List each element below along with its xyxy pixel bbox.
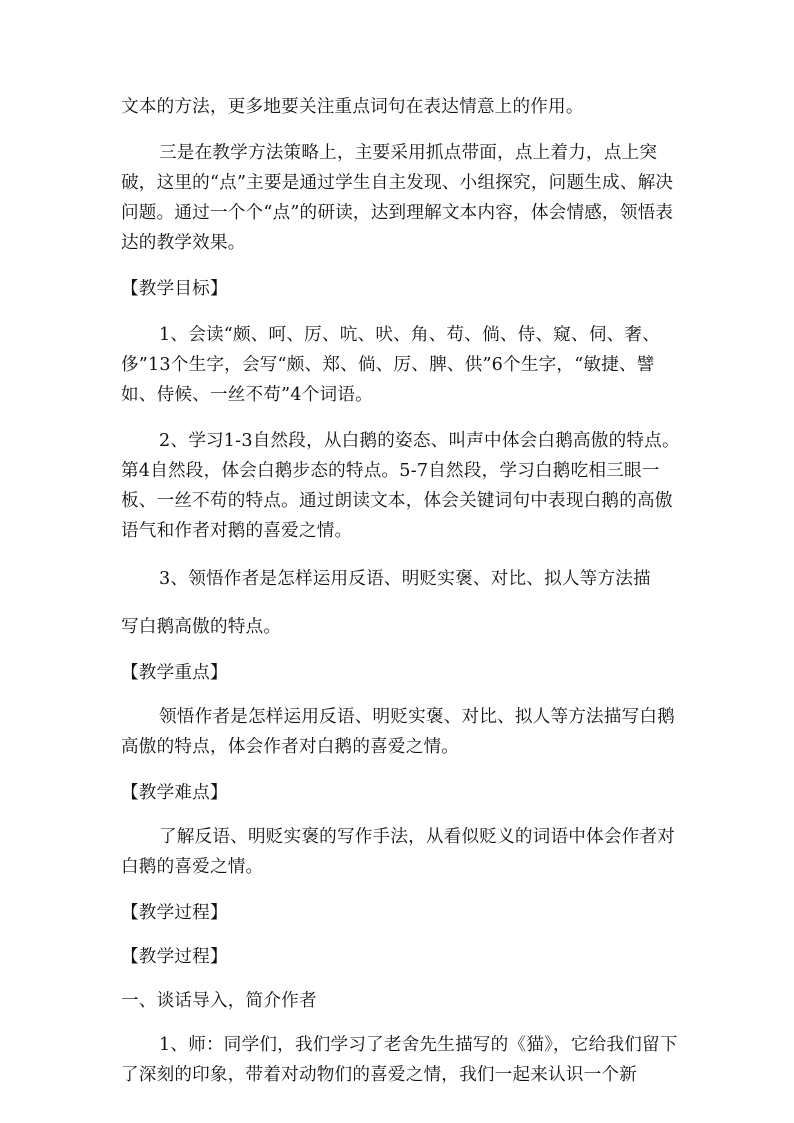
paragraph-continuation: 文本的方法，更多地要关注重点词句在表达情意上的作用。 <box>121 97 584 117</box>
paragraph-teaching-method: 三是在教学方法策略上，主要采用抓点带面，点上着力，点上突破，这里的“点”主要是通过学生自主发现、小组探究，问题生成、解决问题。通过一个个“点”的研读，达到理解文本内容，体会情感，领悟表达的教学效果。 <box>121 143 674 253</box>
section-heading-intro: 一、谈话导入，简介作者 <box>121 991 317 1011</box>
heading-teaching-difficulty: 【教学难点】 <box>121 783 228 803</box>
paragraph-intro-step-1: 1、师：同学们，我们学习了老舍先生描写的《猫》，它给我们留下了深刻的印象，带着对动物们的喜爱之情，我们一起来认识一个新 <box>121 1035 678 1085</box>
goal-item-2: 2、学习1-3自然段，从白鹅的姿态、叫声中体会白鹅高傲的特点。第4自然段，体会白鹅步态的特点。5-7自然段，学习白鹅吃相三眼一板、一丝不苟的特点。通过朗读文本，体会关键词句中表现白鹅的高傲语气和作者对鹅的喜爱之情。 <box>121 431 680 541</box>
heading-teaching-process-repeat: 【教学过程】 <box>121 947 228 967</box>
heading-teaching-goals: 【教学目标】 <box>121 279 228 299</box>
heading-teaching-process: 【教学过程】 <box>121 903 228 923</box>
paragraph-teaching-focus: 领悟作者是怎样运用反语、明贬实褒、对比、拟人等方法描写白鹅高傲的特点，体会作者对白鹅的喜爱之情。 <box>121 707 676 757</box>
paragraph-teaching-difficulty: 了解反语、明贬实褒的写作手法，从看似贬义的词语中体会作者对白鹅的喜爱之情。 <box>121 827 676 877</box>
goal-item-1: 1、会读“颇、呵、厉、吭、吠、角、苟、倘、侍、窥、伺、奢、侈”13个生字，会写“颇、郑、倘、厉、脾、供”6个生字，“敏捷、譬如、侍候、一丝不苟”4个词语。 <box>121 325 661 405</box>
goal-item-3-line-2: 写白鹅高傲的特点。 <box>121 617 282 637</box>
goal-item-3-line-1: 3、领悟作者是怎样运用反语、明贬实褒、对比、拟人等方法描 <box>159 569 651 589</box>
heading-teaching-focus: 【教学重点】 <box>121 663 228 683</box>
document-body <box>121 92 686 1090</box>
